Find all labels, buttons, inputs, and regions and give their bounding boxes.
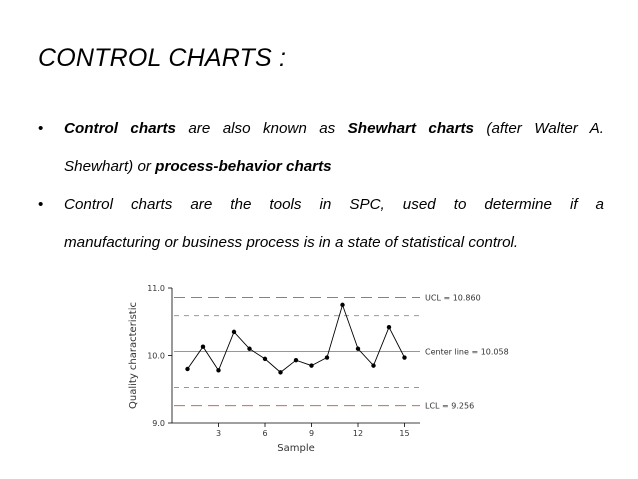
data-point [232,330,236,334]
y-tick-label: 10.0 [147,351,165,361]
x-tick-label: 3 [215,429,222,438]
y-axis-label: Quality characteristic [128,302,139,409]
bold-term: process-behavior charts [155,158,332,175]
data-point [325,355,329,359]
reference-line-label: LCL = 9.256 [425,401,475,411]
data-point [402,355,406,359]
data-point [371,363,375,367]
bullet-line [64,110,604,148]
data-point [263,357,267,361]
bullet-line [64,148,604,186]
data-point [216,368,220,372]
x-tick-label: 15 [399,429,410,438]
control-chart [110,272,550,462]
x-axis-label: Sample [277,443,315,454]
reference-line-label: Center line = 10.058 [425,347,509,357]
bullet-item [38,186,604,262]
bold-term: Control charts [64,120,176,137]
data-point [247,347,251,351]
bullet-list [38,110,604,262]
data-point [356,347,360,351]
x-tick-label: 6 [262,429,268,438]
y-tick-label: 11.0 [147,284,165,293]
text-run: Shewhart) or [64,158,156,175]
data-point [201,345,205,349]
data-point [185,367,189,371]
bullet-line: Control charts are the tools in SPC, used to determine if a [64,196,604,213]
text-run: are also known as [175,120,348,137]
data-point [294,358,298,362]
data-point [309,363,313,367]
bullet-marker: • [38,120,44,137]
bullet-marker: • [38,196,44,213]
data-point [340,303,344,307]
slide-title: CONTROL CHARTS : [38,44,287,72]
y-tick-label: 9.0 [152,419,165,428]
data-point [387,325,391,329]
x-tick-label: 9 [308,429,315,438]
bullet-line: manufacturing or business process is in a state of statistical control. [64,234,519,251]
data-point [278,370,282,374]
bold-term: Shewhart charts [347,120,474,137]
x-tick-label: 12 [352,429,364,438]
reference-line-label: UCL = 10.860 [425,293,481,303]
bullet-item [38,110,604,186]
text-run: (after Walter A. [474,120,604,137]
